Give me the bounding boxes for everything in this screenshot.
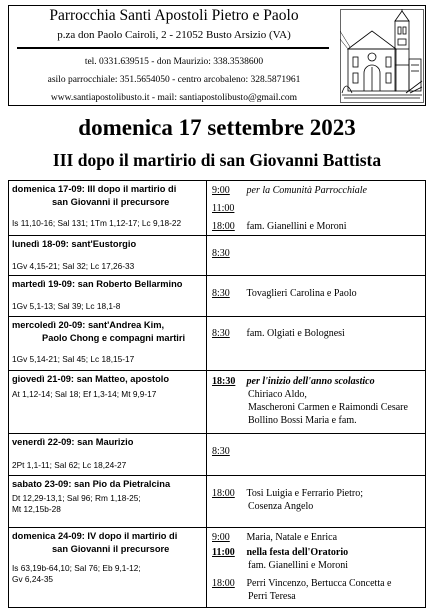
phone-line: tel. 0331.639515 - don Maurizio: 338.3538600 bbox=[84, 57, 264, 67]
readings-line: Dt 12,29-13,1; Sal 96; Rm 1,18-25; bbox=[12, 493, 141, 503]
schedule-row-friday bbox=[9, 434, 425, 476]
header-divider bbox=[17, 47, 329, 49]
parish-address: p.za don Paolo Cairoli, 2 - 21052 Busto Arsizio (VA) bbox=[57, 29, 291, 41]
date-title: domenica 17 settembre 2023 bbox=[78, 115, 356, 140]
mass-intention-line: Bollino Bossi Maria e fam. bbox=[248, 415, 357, 426]
schedule-row-thursday bbox=[9, 371, 425, 434]
mass-entry bbox=[212, 287, 357, 300]
church-illustration bbox=[340, 9, 424, 103]
schedule-row-tuesday bbox=[9, 276, 425, 317]
mass-time: 9:00 bbox=[212, 185, 230, 196]
mass-time: 8:30 bbox=[212, 288, 230, 299]
day-heading: sabato 23-09: san Pio da Pietralcina bbox=[12, 479, 171, 489]
day-readings bbox=[12, 563, 204, 585]
readings-line: Is 63,19b-64,10; Sal 76; Eb 9,1-12; bbox=[12, 563, 141, 573]
mass-time: 11:00 bbox=[212, 203, 235, 214]
mass-intention-line: Cosenza Angelo bbox=[248, 501, 314, 512]
mass-intention-line: Mascheroni Carmen e Raimondi Cesare bbox=[248, 402, 408, 413]
schedule-row-wednesday bbox=[9, 317, 425, 371]
mass-time: 8:30 bbox=[212, 248, 230, 259]
schedule-row-sunday-24 bbox=[9, 528, 425, 608]
day-heading: lunedì 18-09: sant'Eustorgio bbox=[12, 239, 137, 249]
day-readings: 1Gv 5,1-13; Sal 39; Lc 18,1-8 bbox=[12, 301, 121, 311]
mass-entry bbox=[212, 487, 363, 513]
mass-entry bbox=[212, 531, 337, 544]
mass-intention: per l'inizio dell'anno scolastico bbox=[246, 376, 375, 387]
day-heading-line: san Giovanni il precursore bbox=[52, 196, 170, 207]
day-heading-line: domenica 17-09: III dopo il martirio di bbox=[12, 184, 177, 194]
mass-intention-line: Perri Teresa bbox=[248, 591, 296, 602]
mass-intention: nella festa dell'Oratorio bbox=[246, 547, 349, 558]
schedule-row-monday bbox=[9, 236, 425, 276]
mass-entry bbox=[212, 184, 367, 197]
mass-entry bbox=[212, 327, 345, 340]
day-heading: martedì 19-09: san Roberto Bellarmino bbox=[12, 279, 183, 289]
day-heading bbox=[12, 319, 204, 344]
day-heading: venerdì 22-09: san Maurizio bbox=[12, 437, 134, 447]
bulletin-header bbox=[8, 5, 426, 106]
mass-intention: fam. Gianellini e Moroni bbox=[246, 221, 347, 232]
day-heading bbox=[12, 530, 204, 555]
mass-time: 18:00 bbox=[212, 578, 235, 589]
header-text-block bbox=[9, 6, 329, 105]
mass-time: 18:30 bbox=[212, 376, 236, 387]
mass-entry bbox=[212, 202, 236, 215]
liturgical-title: III dopo il martirio di san Giovanni Battista bbox=[52, 150, 382, 170]
mass-intention: Tovaglieri Carolina e Paolo bbox=[246, 288, 357, 299]
mass-entry bbox=[212, 546, 348, 572]
mass-intention: per la Comunità Parrocchiale bbox=[246, 185, 367, 196]
mass-entry bbox=[212, 220, 346, 233]
mass-entry bbox=[212, 577, 392, 603]
day-heading-line: mercoledì 20-09: sant'Andrea Kim, bbox=[12, 320, 165, 330]
mass-intention: Maria, Natale e Enrica bbox=[246, 532, 338, 543]
day-readings: At 1,12-14; Sal 18; Ef 1,3-14; Mt 9,9-17 bbox=[12, 389, 157, 399]
day-readings: Is 11,10-16; Sal 131; 1Tm 1,12-17; Lc 9,18-22 bbox=[12, 218, 182, 228]
mass-intention-line: fam. Gianellini e Moroni bbox=[248, 560, 348, 571]
mass-time: 9:00 bbox=[212, 532, 230, 543]
mass-entry bbox=[212, 375, 408, 427]
web-mail-line: www.santiapostolibusto.it - mail: santiapostolibusto@gmail.com bbox=[50, 93, 298, 103]
day-heading: giovedì 21-09: san Matteo, apostolo bbox=[12, 374, 170, 384]
mass-time: 18:00 bbox=[212, 221, 235, 232]
schedule-row-saturday bbox=[9, 476, 425, 528]
mass-time: 11:00 bbox=[212, 547, 235, 558]
day-heading-line: Paolo Chong e compagni martiri bbox=[42, 332, 186, 343]
mass-time: 8:30 bbox=[212, 328, 230, 339]
day-heading-line: domenica 24-09: IV dopo il martirio di bbox=[12, 531, 178, 541]
parish-name: Parrocchia Santi Apostoli Pietro e Paolo bbox=[49, 7, 299, 24]
day-readings bbox=[12, 493, 204, 515]
mass-entry bbox=[212, 247, 236, 260]
mass-time: 8:30 bbox=[212, 446, 230, 457]
day-readings: 1Gv 5,14-21; Sal 45; Lc 18,15-17 bbox=[12, 354, 135, 364]
schedule-row-sunday-17 bbox=[9, 181, 425, 236]
day-heading-line: san Giovanni il precursore bbox=[52, 543, 170, 554]
readings-line: Gv 6,24-35 bbox=[12, 574, 54, 584]
asilo-line: asilo parrocchiale: 351.5654050 - centro arcobaleno: 328.5871961 bbox=[47, 75, 301, 85]
weekly-schedule bbox=[8, 180, 426, 608]
mass-intention: Perri Vincenzo, Bertucca Concetta e bbox=[246, 578, 392, 589]
mass-intention: Tosi Luigia e Ferrario Pietro; bbox=[246, 488, 363, 499]
mass-intention-line: Chiriaco Aldo, bbox=[248, 389, 307, 400]
day-readings: 2Pt 1,1-11; Sal 62; Lc 18,24-27 bbox=[12, 460, 127, 470]
day-readings: 1Gv 4,15-21; Sal 32; Lc 17,26-33 bbox=[12, 261, 135, 271]
day-heading bbox=[12, 183, 204, 208]
mass-intention: fam. Olgiati e Bolognesi bbox=[246, 328, 345, 339]
readings-line: Mt 12,15b-28 bbox=[12, 504, 61, 514]
mass-entry bbox=[212, 445, 236, 458]
mass-time: 18:00 bbox=[212, 488, 235, 499]
